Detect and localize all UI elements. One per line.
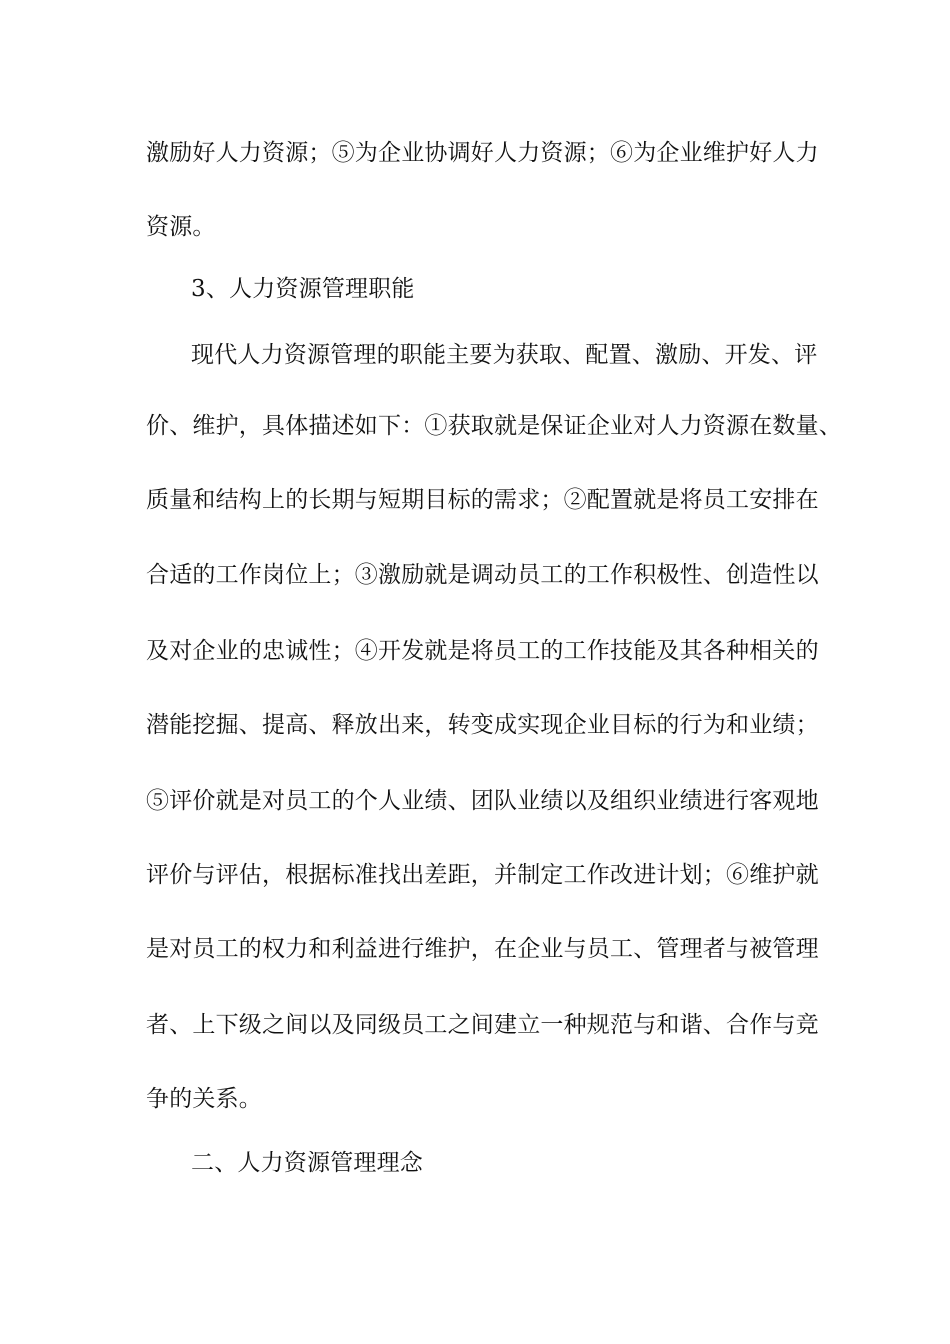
paragraph-line: 质量和结构上的长期与短期目标的需求；②配置就是将员工安排在 bbox=[146, 487, 819, 513]
paragraph-line: 是对员工的权力和利益进行维护，在企业与员工、管理者与被管理 bbox=[146, 936, 819, 962]
paragraph-line: 资源。 bbox=[146, 214, 216, 240]
paragraph-line: ⑤评价就是对员工的个人业绩、团队业绩以及组织业绩进行客观地 bbox=[146, 788, 819, 814]
paragraph-line: 评价与评估，根据标准找出差距，并制定工作改进计划；⑥维护就 bbox=[146, 862, 819, 888]
paragraph-line: 价、维护，具体描述如下：①获取就是保证企业对人力资源在数量、 bbox=[146, 413, 842, 439]
paragraph-line: 者、上下级之间以及同级员工之间建立一种规范与和谐、合作与竞 bbox=[146, 1012, 819, 1038]
section-heading: 二、人力资源管理理念 bbox=[191, 1150, 423, 1176]
section-heading: 3、人力资源管理职能 bbox=[191, 276, 415, 302]
paragraph-line: 激励好人力资源；⑤为企业协调好人力资源；⑥为企业维护好人力 bbox=[146, 140, 819, 166]
paragraph-line: 合适的工作岗位上；③激励就是调动员工的工作积极性、创造性以 bbox=[146, 562, 819, 588]
paragraph-line: 现代人力资源管理的职能主要为获取、配置、激励、开发、评 bbox=[191, 342, 818, 368]
paragraph-line: 潜能挖掘、提高、释放出来，转变成实现企业目标的行为和业绩； bbox=[146, 712, 819, 738]
paragraph-line: 及对企业的忠诚性；④开发就是将员工的工作技能及其各种相关的 bbox=[146, 638, 819, 664]
paragraph-line: 争的关系。 bbox=[146, 1086, 262, 1112]
